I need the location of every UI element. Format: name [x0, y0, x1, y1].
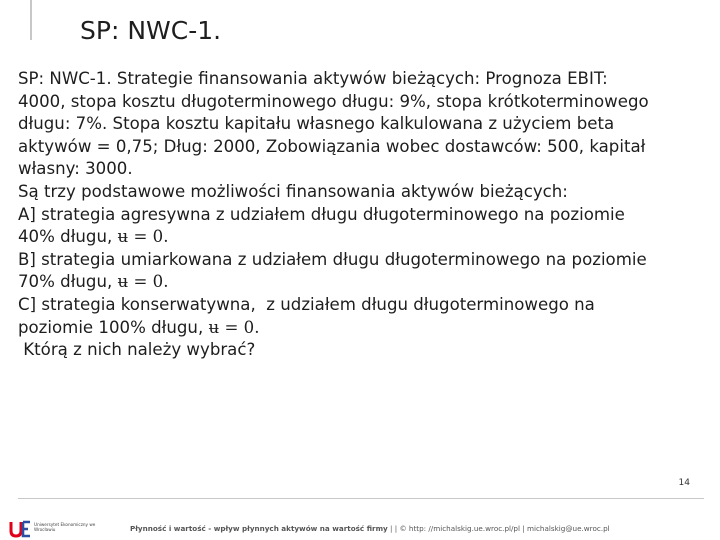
body-line: [18, 317, 708, 340]
footer: [0, 517, 720, 540]
body-line: Są trzy podstawowe możliwości finansowania aktywów bieżących:: [18, 181, 568, 201]
formula-fragment: ʉ = 0.: [208, 317, 260, 337]
page-number: 14: [678, 478, 690, 488]
footer-title: Płynność i wartość - wpływ płynnych aktywów na wartość firmy: [130, 524, 388, 533]
body-text-fragment: 70% długu,: [18, 272, 118, 292]
body-line: aktywów = 0,75; Dług: 2000, Zobowiązania wobec dostawców: 500, kapitał: [18, 136, 646, 156]
formula-fragment: ʉ = 0.: [117, 272, 169, 292]
left-rule: [30, 0, 32, 40]
body-text-fragment: 40% długu,: [18, 227, 118, 247]
body-line: 4000, stopa kosztu długoterminowego długu: 9%, stopa krótkoterminowego: [18, 91, 649, 111]
body-line: SP: NWC-1. Strategie finansowania aktywów bieżących: Prognoza EBIT:: [18, 69, 608, 88]
body-text-fragment: poziomie 100% długu,: [18, 317, 209, 337]
slide-title: SP: NWC-1.: [80, 16, 222, 45]
ue-logo-icon: [8, 519, 32, 539]
body-line: długu: 7%. Stopa kosztu kapitału własnego kalkulowana z użyciem beta: [18, 114, 615, 134]
body-line: B] strategia umiarkowana z udziałem długu długoterminowego na poziomie: [18, 249, 647, 269]
body-line: Którą z nich należy wybrać?: [18, 340, 256, 360]
body-line: własny: 3000.: [18, 159, 133, 179]
slide-body: [18, 68, 708, 362]
university-logo: [8, 519, 104, 539]
body-line: A] strategia agresywna z udziałem długu długoterminowego na poziomie: [18, 204, 625, 224]
footer-text: [130, 524, 610, 533]
body-line: [18, 271, 708, 294]
logo-text: Uniwersytet Ekonomiczny we Wrocławiu: [34, 522, 96, 532]
formula-fragment: ʉ = 0.: [117, 227, 169, 247]
body-line: C] strategia konserwatywna, z udziałem długu długoterminowego na: [18, 294, 595, 314]
body-line: [18, 226, 708, 249]
footer-divider: [18, 498, 704, 499]
footer-credits: | | © http: //michalskig.ue.wroc.pl/pl | michalskig@ue.wroc.pl: [387, 524, 610, 533]
